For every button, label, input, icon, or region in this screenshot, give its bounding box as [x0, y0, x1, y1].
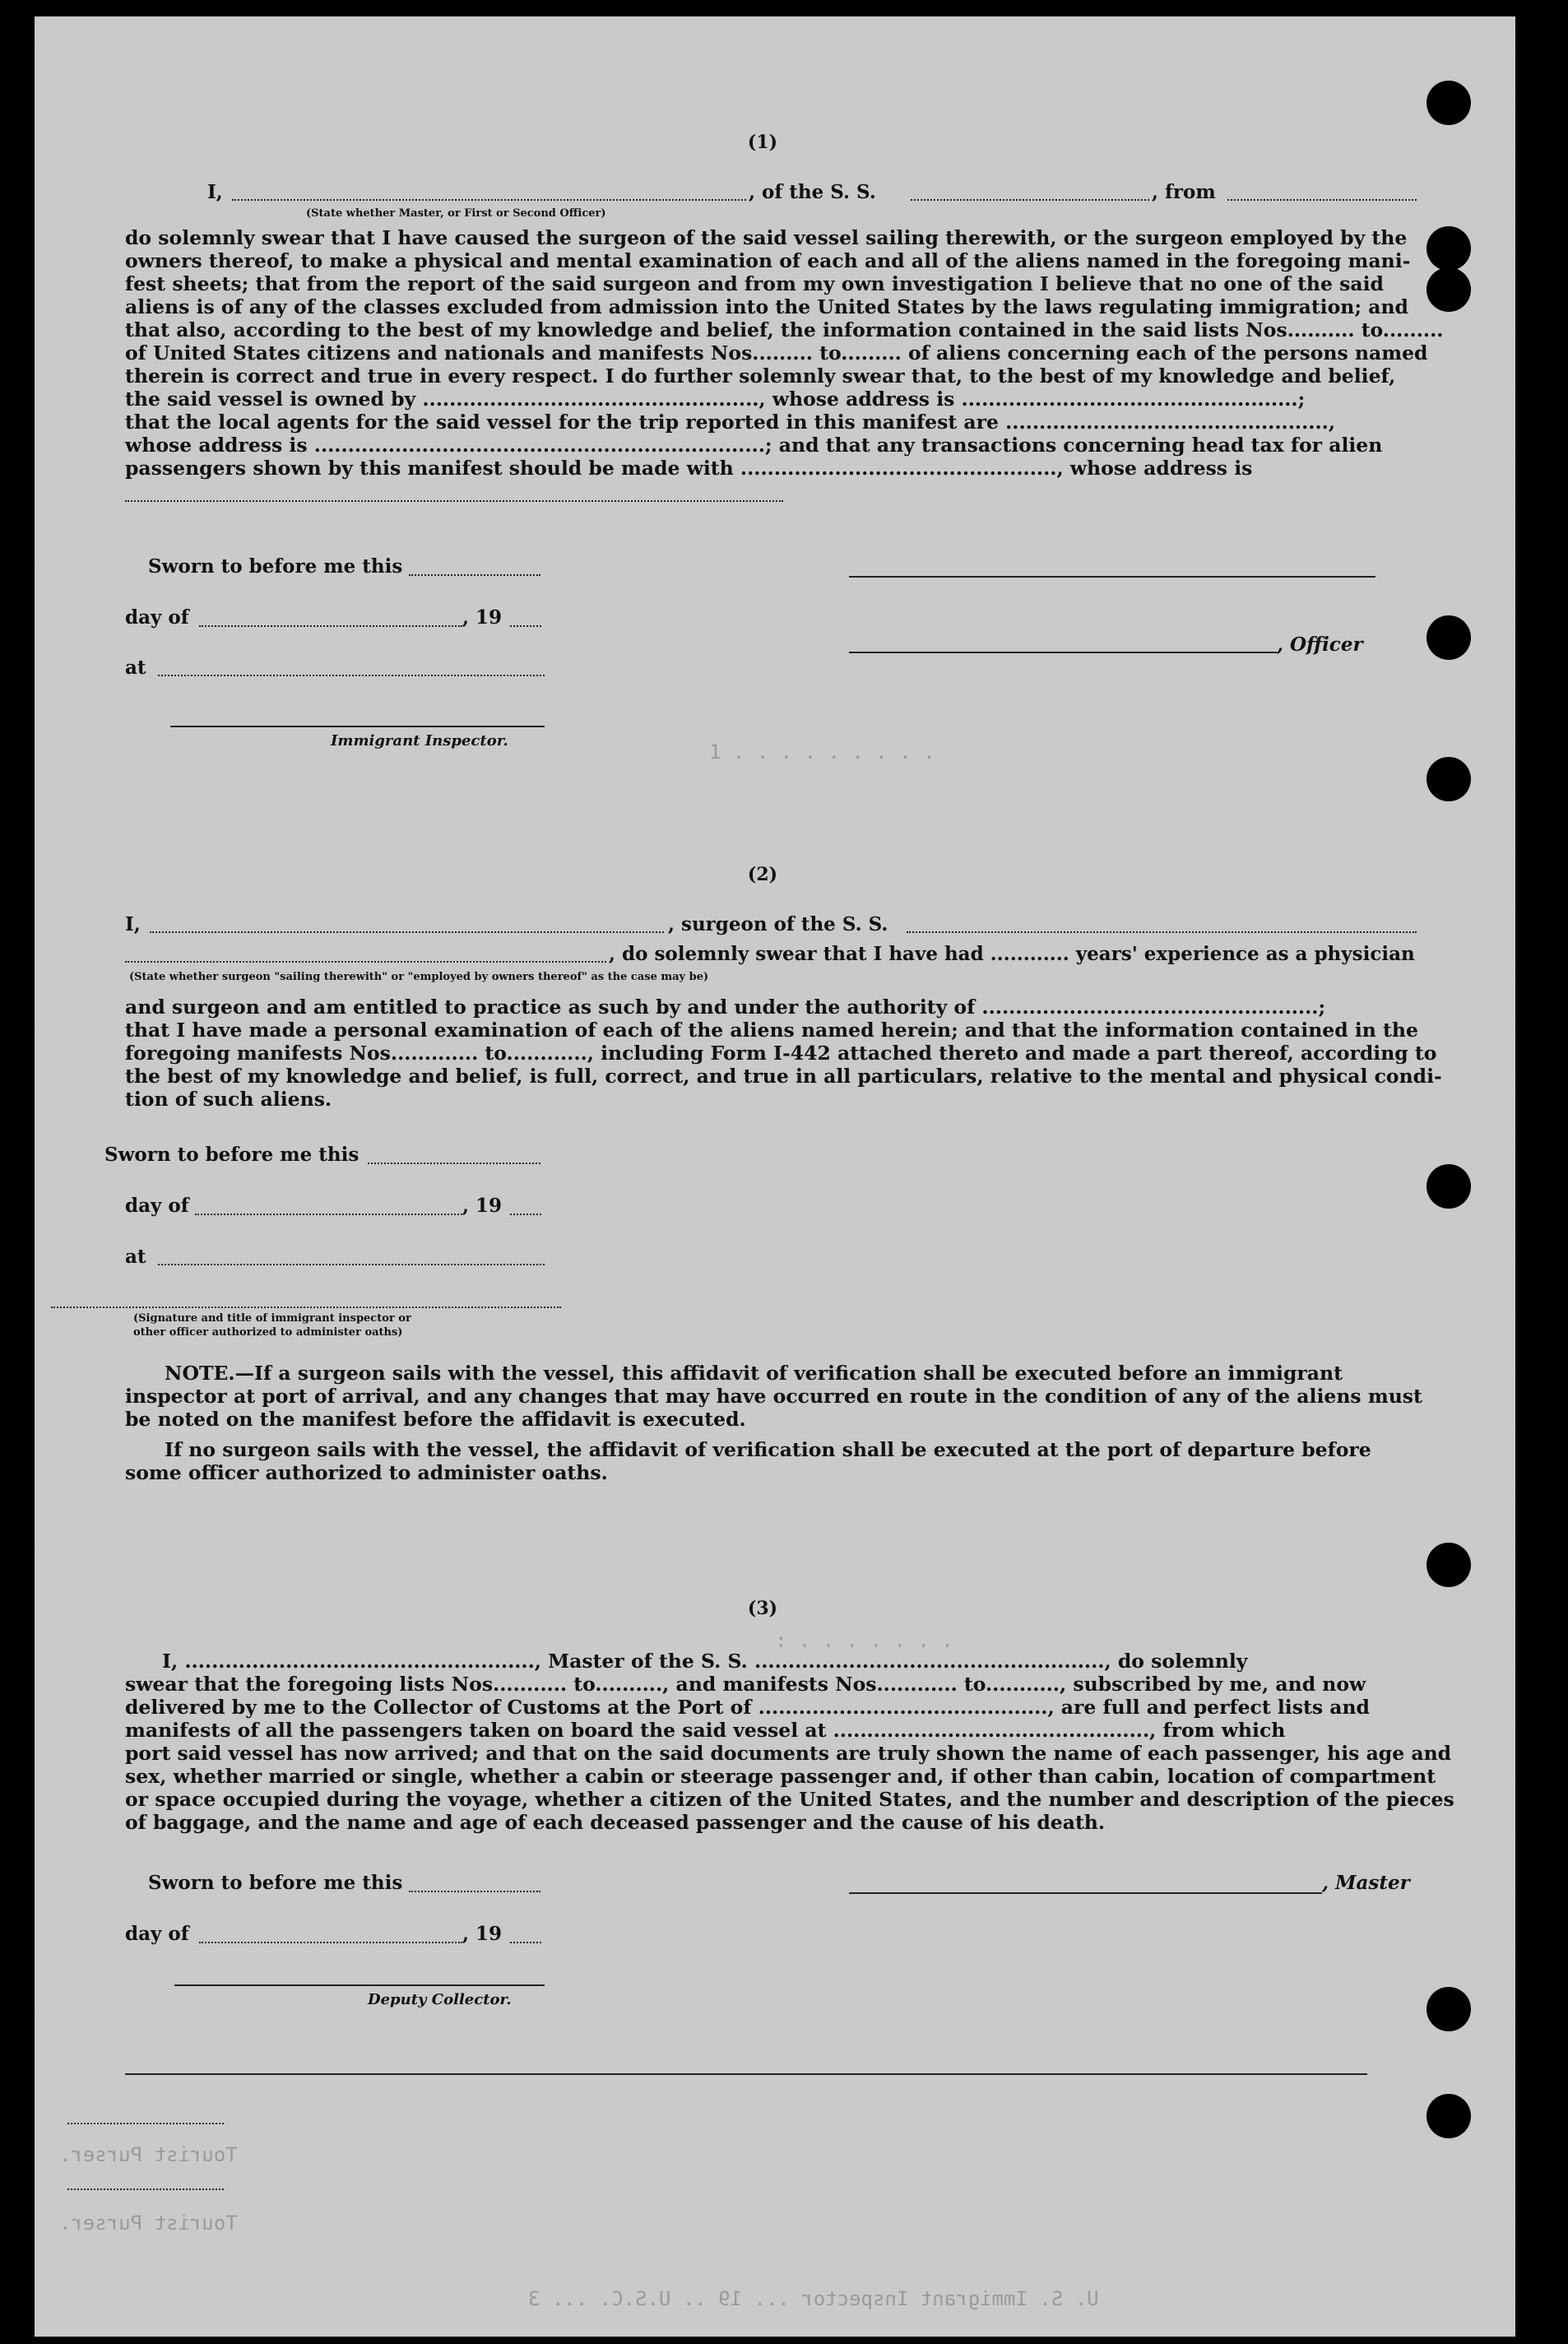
s1-line1-ss: , of the S. S.: [749, 181, 876, 203]
s1-body-line: do solemnly swear that I have caused the surgeon of the said vessel sailing therewith, or the surgeon employed by the: [125, 226, 1408, 249]
s1-body-line: of United States citizens and nationals and manifests Nos......... to......... of aliens concerning each of the persons named: [125, 341, 1428, 364]
punch-hole: [1427, 615, 1471, 660]
s2-line1-i: I,: [125, 913, 141, 935]
s3-body-line: port said vessel has now arrived; and that on the said documents are truly shown the name of each passenger, his age and: [125, 1742, 1452, 1765]
punch-hole: [1427, 267, 1471, 312]
s3-sworn-label: Sworn to before me this: [148, 1872, 403, 1894]
s1-from-blank: [1227, 199, 1417, 201]
punch-hole: [1427, 226, 1471, 271]
s1-sworn-label: Sworn to before me this: [148, 555, 403, 578]
s1-year-label: , 19: [462, 606, 503, 629]
bleed-through-text: 1 . . . . . . . . .: [709, 740, 935, 764]
s3-year-label: , 19: [462, 1923, 503, 1945]
s1-body-line: fest sheets; that from the report of the said surgeon and from my own investigation I believe that no one of the said: [125, 272, 1384, 295]
s2-body-line: the best of my knowledge and belief, is full, correct, and true in all particulars, relative to the mental and physical condi-: [125, 1065, 1442, 1088]
s2-line1-ss: , surgeon of the S. S.: [668, 913, 888, 935]
s2-note-line: some officer authorized to administer oaths.: [125, 1461, 608, 1484]
s2-surgeon-note: (State whether surgeon "sailing therewith" or "employed by owners thereof" as the case may be): [129, 971, 709, 983]
s2-at-blank: [158, 1264, 545, 1265]
s1-body-line: passengers shown by this manifest should be made with ..............................................., whose address is: [125, 457, 1253, 480]
s3-year-blank: [510, 1942, 541, 1943]
s2-note-line: If no surgeon sails with the vessel, the affidavit of verification shall be executed at the port of departure before: [165, 1438, 1371, 1461]
bleed-through-text: : . . . . . . .: [775, 1629, 953, 1652]
bottom-rule: [125, 2073, 1367, 2075]
s2-day-label: day of: [125, 1195, 189, 1217]
s1-line1-i: I,: [207, 181, 223, 203]
s1-day-blank: [199, 625, 462, 627]
s1-body-line: whose address is ...................................................................; and that any transactions concerning head tax for alien: [125, 434, 1383, 457]
s1-body-line: that the local agents for the said vessel for the trip reported in this manifest are ................................................,: [125, 411, 1335, 434]
punch-hole: [1427, 2094, 1471, 2138]
s1-at-label: at: [125, 657, 146, 679]
punch-hole: [1427, 1543, 1471, 1587]
s2-note-line: NOTE.—If a surgeon sails with the vessel, this affidavit of verification shall be executed before an immigrant: [165, 1362, 1343, 1385]
s1-officer-line: [849, 652, 1277, 653]
s2-sailing-blank: [125, 961, 606, 963]
s2-vessel-blank: [907, 931, 1417, 933]
section-3-number: (3): [747, 1598, 778, 1619]
s1-vessel-blank: [911, 199, 1149, 201]
bottom-dotted-line: [67, 2189, 224, 2190]
s1-at-blank: [158, 675, 545, 676]
s2-sworn-blank: [368, 1163, 540, 1164]
s2-surgeon-name-blank: [150, 931, 664, 933]
s1-line1-from: , from: [1152, 181, 1216, 203]
s3-body-line: I, ...................................................., Master of the S. S. ...................................................., do solemnly: [162, 1650, 1248, 1673]
s1-officer-note: (State whether Master, or First or Second Officer): [306, 207, 606, 220]
punch-hole: [1427, 81, 1471, 125]
s2-note-line: inspector at port of arrival, and any changes that may have occurred en route in the condition of any of the aliens must: [125, 1385, 1422, 1408]
s3-day-blank: [199, 1942, 462, 1943]
s3-body-line: or space occupied during the voyage, whether a citizen of the United States, and the number and description of the pieces: [125, 1788, 1454, 1811]
s2-sworn-label: Sworn to before me this: [104, 1144, 360, 1166]
bleed-through-text: U. S. Immigrant Inspector ... 19 .. U.S.C. ... 3: [528, 2287, 1099, 2310]
s3-body-line: sex, whether married or single, whether a cabin or steerage passenger and, if other than cabin, location of compartment: [125, 1765, 1436, 1788]
s2-line2: , do solemnly swear that I have had ............ years' experience as a physician: [609, 943, 1415, 965]
bottom-dotted-line: [67, 2123, 224, 2124]
s2-year-label: , 19: [462, 1195, 503, 1217]
s3-body-line: manifests of all the passengers taken on board the said vessel at ..............................................., from which: [125, 1719, 1286, 1742]
section-1-number: (1): [747, 132, 778, 153]
s2-year-blank: [510, 1214, 541, 1215]
s1-officer-rank-blank: [232, 199, 746, 201]
punch-hole: [1427, 757, 1471, 801]
bleed-through-text: Tourist Purser.: [59, 2212, 238, 2235]
section-2-number: (2): [747, 864, 778, 885]
s1-officer-label: , Officer: [1277, 634, 1363, 656]
bleed-through-text: Tourist Purser.: [59, 2143, 238, 2166]
s2-signature-note-2: other officer authorized to administer oaths): [133, 1326, 403, 1339]
s1-body-line: the said vessel is owned by .................................................., whose address is ..................................................;: [125, 388, 1306, 411]
s2-note-line: be noted on the manifest before the affidavit is executed.: [125, 1408, 746, 1431]
s3-master-label: , Master: [1322, 1872, 1410, 1894]
s2-body-line: tion of such aliens.: [125, 1088, 332, 1111]
s1-body-line: aliens is of any of the classes excluded from admission into the United States by the laws regulating immigration; and: [125, 295, 1408, 318]
s1-day-label: day of: [125, 606, 189, 629]
s1-body-line: that also, according to the best of my knowledge and belief, the information contained in the said lists Nos.......... to.........: [125, 318, 1444, 341]
s1-body-line: therein is correct and true in every respect. I do further solemnly swear that, to the best of my knowledge and belief,: [125, 364, 1396, 388]
s3-master-signature-line: [849, 1892, 1322, 1894]
s3-body-line: of baggage, and the name and age of each deceased passenger and the cause of his death.: [125, 1811, 1106, 1834]
s1-sworn-blank: [409, 574, 540, 576]
s1-blank-line: [125, 500, 783, 502]
s2-at-label: at: [125, 1246, 146, 1268]
s2-day-blank: [195, 1214, 462, 1215]
punch-hole: [1427, 1164, 1471, 1209]
s3-deputy-label: Deputy Collector.: [368, 1991, 512, 2008]
s2-body-line: foregoing manifests Nos............. to............, including Form I-442 attached thereto and made a part thereof, according to: [125, 1042, 1437, 1065]
s1-body-line: owners thereof, to make a physical and mental examination of each and all of the aliens named in the foregoing mani-: [125, 249, 1411, 272]
s3-sworn-blank: [409, 1891, 540, 1892]
manifest-page: [35, 16, 1515, 2337]
s1-inspector-line: [170, 726, 545, 727]
s1-year-blank: [510, 625, 541, 627]
s3-body-line: swear that the foregoing lists Nos........... to.........., and manifests Nos............ to..........., subscribed by me, and now: [125, 1673, 1366, 1696]
s3-day-label: day of: [125, 1923, 189, 1945]
s2-signature-blank: [51, 1307, 561, 1308]
punch-hole: [1427, 1987, 1471, 2031]
s3-deputy-line: [174, 1984, 545, 1986]
s2-signature-note-1: (Signature and title of immigrant inspector or: [133, 1312, 411, 1325]
s2-body-line: and surgeon and am entitled to practice as such by and under the authority of ..................................................;: [125, 996, 1326, 1019]
s2-body-line: that I have made a personal examination of each of the aliens named herein; and that the information contained in the: [125, 1019, 1418, 1042]
s1-officer-signature-line: [849, 576, 1375, 578]
s1-inspector-label: Immigrant Inspector.: [331, 732, 508, 750]
s3-body-line: delivered by me to the Collector of Customs at the Port of ..........................................., are full and perfect lists and: [125, 1696, 1370, 1719]
